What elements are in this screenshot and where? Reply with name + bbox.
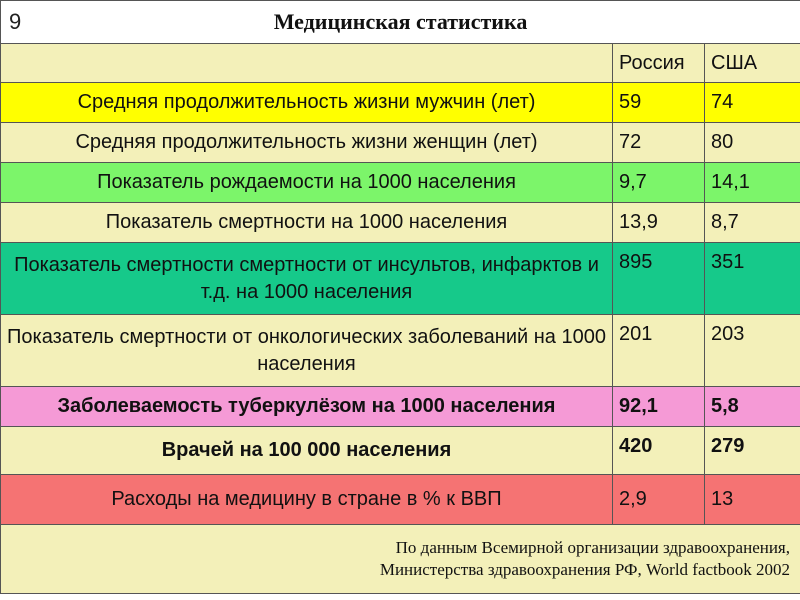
row-tuberculosis	[1, 387, 800, 427]
usa-value: 80	[705, 123, 800, 163]
usa-value: 5,8	[705, 387, 800, 427]
russia-value: 2,9	[613, 475, 705, 525]
source-line-2: Министерства здравоохранения РФ, World factbook 2002	[379, 560, 791, 579]
row-mortality-rate	[1, 203, 800, 243]
usa-value: 14,1	[705, 163, 800, 203]
row-label: Показатель смертности смертности от инсультов, инфарктов и т.д. на 1000 населения	[1, 243, 613, 315]
row-label: Средняя продолжительность жизни женщин (лет)	[1, 123, 613, 163]
russia-value: 13,9	[613, 203, 705, 243]
russia-value: 201	[613, 315, 705, 387]
usa-value: 13	[705, 475, 800, 525]
row-label: Показатель смертности на 1000 населения	[1, 203, 613, 243]
russia-value: 895	[613, 243, 705, 315]
header-usa: США	[705, 44, 800, 83]
row-birth-rate	[1, 163, 800, 203]
row-health-spending	[1, 475, 800, 525]
slide-number: 9	[9, 9, 22, 34]
usa-value: 279	[705, 427, 800, 475]
header-russia: Россия	[613, 44, 705, 83]
row-label: Расходы на медицину в стране в % к ВВП	[1, 475, 613, 525]
russia-value: 9,7	[613, 163, 705, 203]
russia-value: 92,1	[613, 387, 705, 427]
source-line-1: По данным Всемирной организации здравоохранения,	[395, 537, 791, 557]
russia-value: 59	[613, 83, 705, 123]
row-label: Показатель рождаемости на 1000 населения	[1, 163, 613, 203]
title-row	[1, 1, 800, 44]
usa-value: 74	[705, 83, 800, 123]
row-label: Заболеваемость туберкулёзом на 1000 населения	[1, 387, 613, 427]
footer-row	[1, 525, 800, 594]
source-note	[1, 525, 800, 594]
row-doctors	[1, 427, 800, 475]
row-cancer-mortality	[1, 315, 800, 387]
row-label: Средняя продолжительность жизни мужчин (лет)	[1, 83, 613, 123]
usa-value: 351	[705, 243, 800, 315]
title-cell	[1, 1, 800, 44]
row-cardio-mortality	[1, 243, 800, 315]
header-row	[1, 44, 800, 83]
row-label: Врачей на 100 000 населения	[1, 427, 613, 475]
slide-title: Медицинская статистика	[273, 9, 528, 35]
usa-value: 203	[705, 315, 800, 387]
row-label: Показатель смертности от онкологических заболеваний на 1000 населения	[1, 315, 613, 387]
row-female-life-expectancy	[1, 123, 800, 163]
usa-value: 8,7	[705, 203, 800, 243]
russia-value: 420	[613, 427, 705, 475]
header-empty-cell	[1, 44, 613, 83]
russia-value: 72	[613, 123, 705, 163]
row-male-life-expectancy	[1, 83, 800, 123]
